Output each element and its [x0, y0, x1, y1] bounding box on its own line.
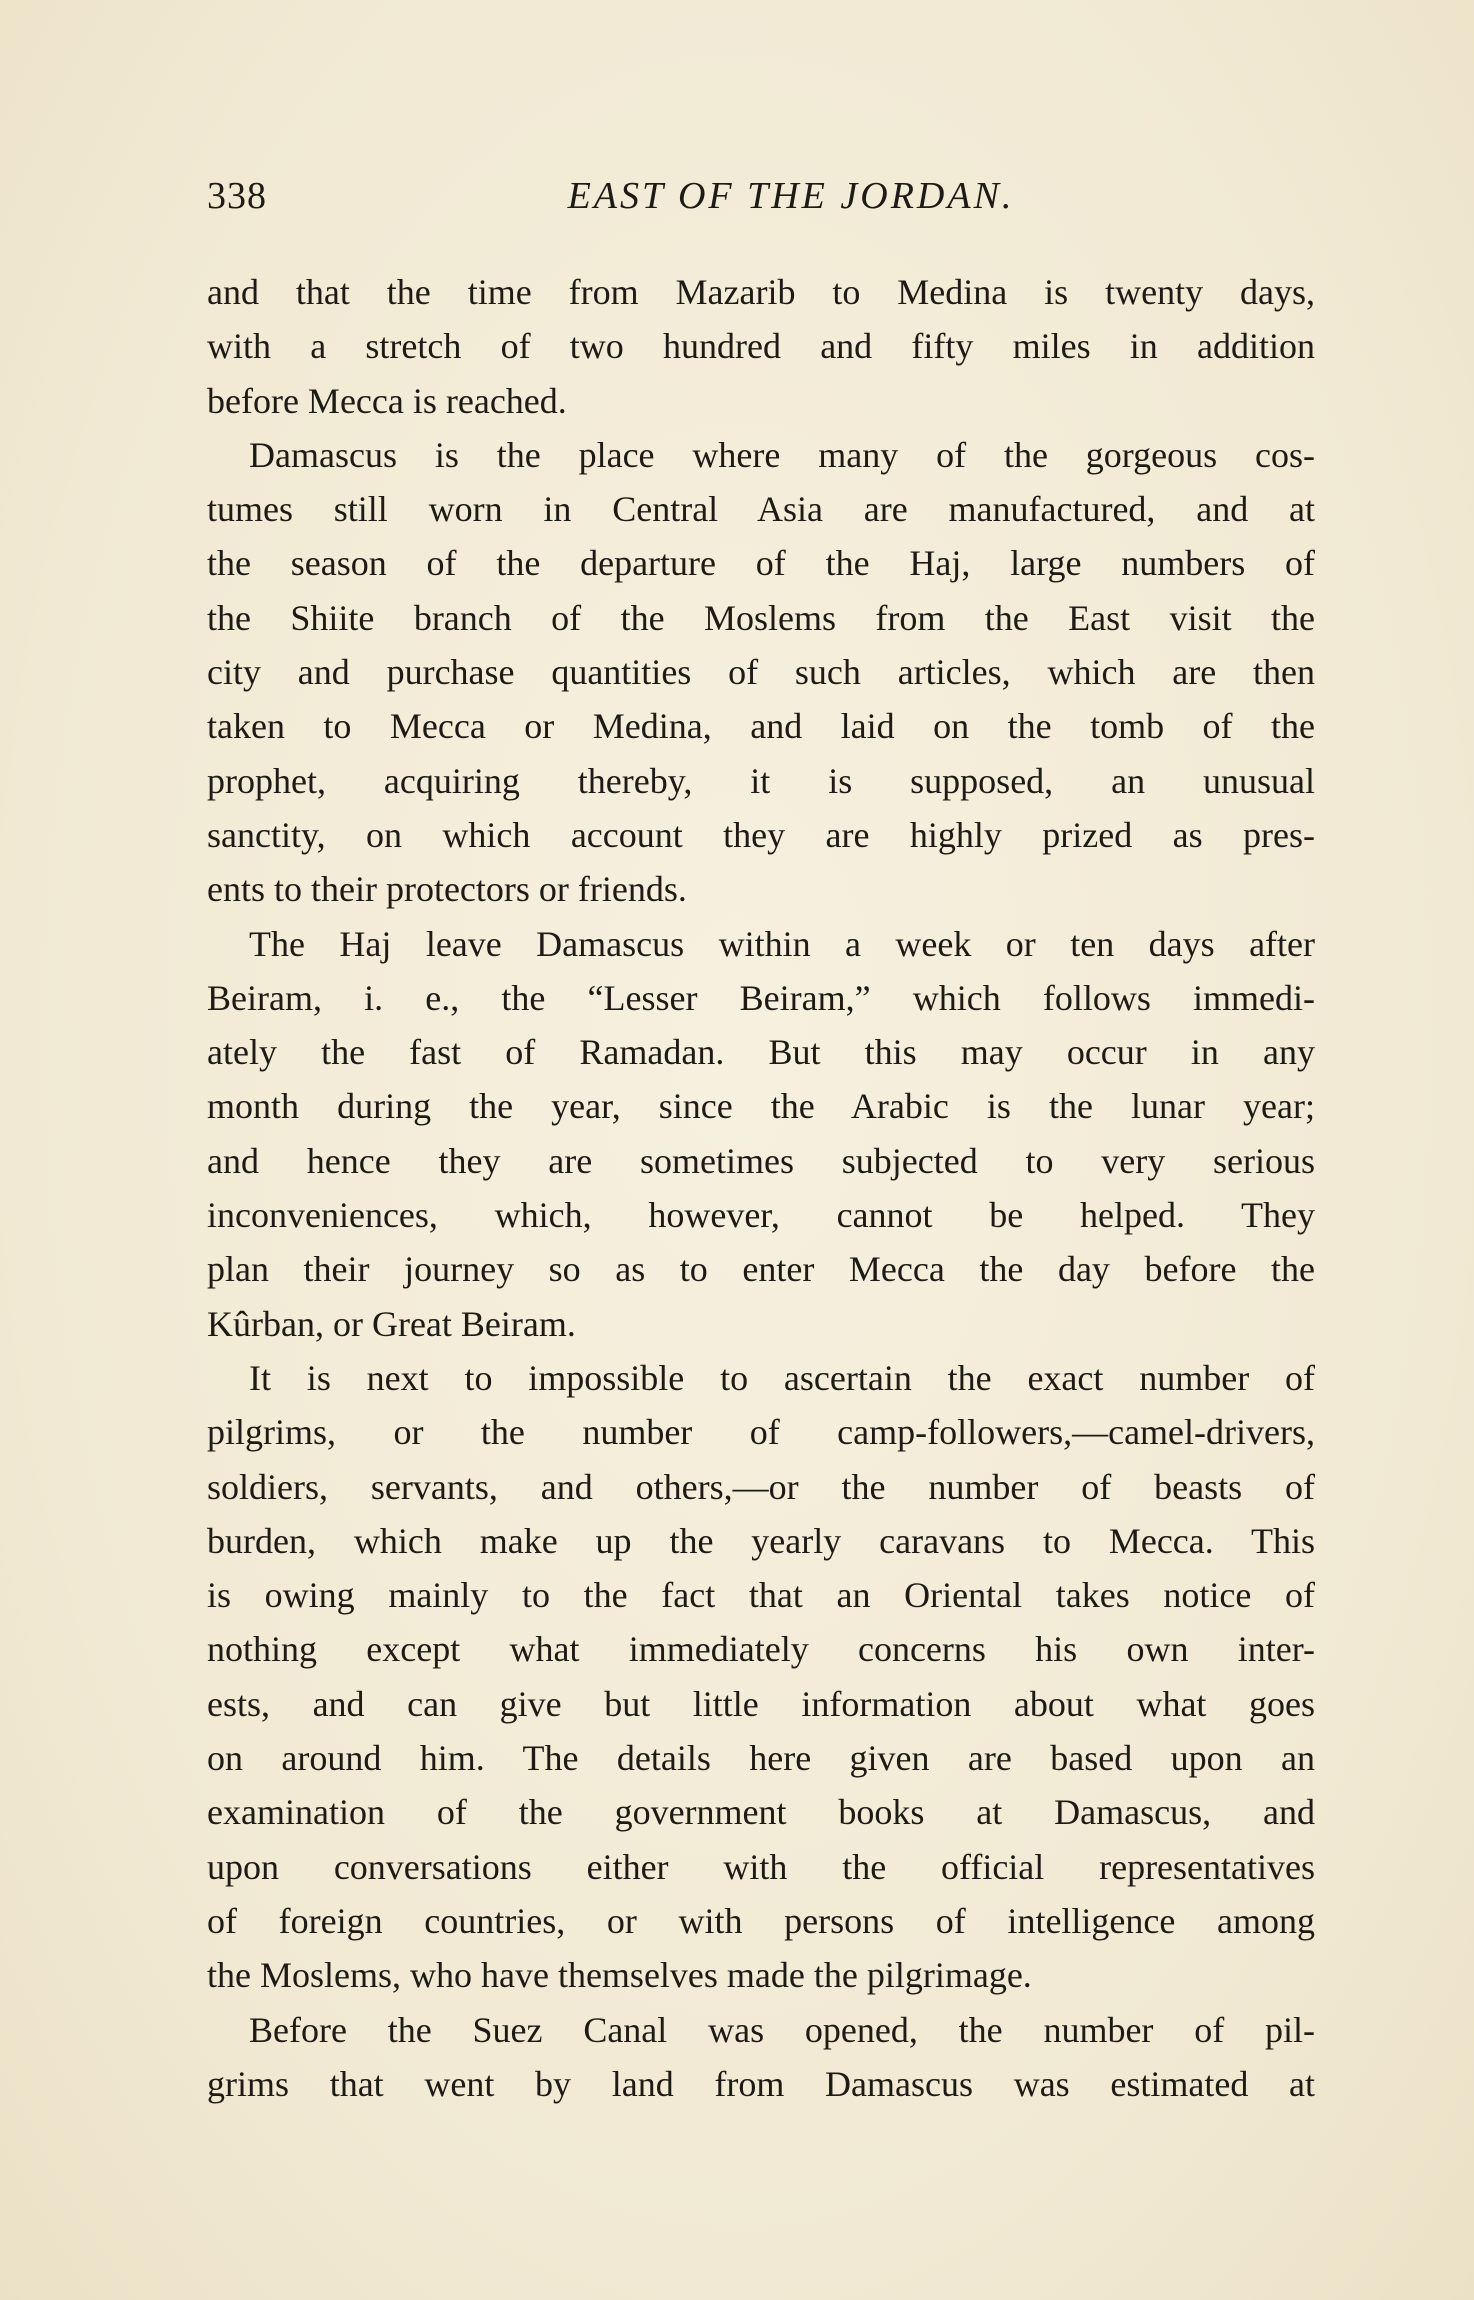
text-line: soldiers, servants, and others,—or the number of beasts of: [207, 1466, 1315, 1507]
text-line: month during the year, since the Arabic is the lunar year;: [207, 1086, 1315, 1127]
text-line: examination of the government books at Damascus, and: [207, 1792, 1315, 1833]
text-line: pilgrims, or the number of camp-followers,—camel-drivers,: [207, 1412, 1315, 1453]
text-line: Damascus is the place where many of the gorgeous cos-: [249, 434, 1315, 475]
text-line: ately the fast of Ramadan. But this may occur in any: [207, 1032, 1315, 1073]
text-line: Kûrban, or Great Beiram.: [207, 1303, 576, 1344]
text-line: the season of the departure of the Haj, large numbers of: [207, 543, 1315, 584]
text-line: before Mecca is reached.: [207, 380, 567, 421]
text-line: ents to their protectors or friends.: [207, 869, 687, 910]
text-line: It is next to impossible to ascertain the exact number of: [249, 1357, 1315, 1398]
text-line: and that the time from Mazarib to Medina is twenty days,: [207, 272, 1315, 312]
text-line: The Haj leave Damascus within a week or ten days after: [249, 923, 1315, 964]
text-line: prophet, acquiring thereby, it is supposed, an unusual: [207, 760, 1315, 801]
body-text: [207, 265, 1315, 2111]
text-line: is owing mainly to the fact that an Oriental takes notice of: [207, 1575, 1315, 1616]
text-line: grims that went by land from Damascus was estimated at: [207, 2063, 1315, 2104]
text-line: and hence they are sometimes subjected to very serious: [207, 1140, 1315, 1181]
text-line: Beiram, i. e., the “Lesser Beiram,” which follows immedi-: [207, 977, 1315, 1018]
text-line: sanctity, on which account they are highly prized as pres-: [207, 814, 1315, 855]
text-line: of foreign countries, or with persons of intelligence among: [207, 1900, 1315, 1941]
running-title: EAST OF THE JORDAN.: [567, 175, 1015, 217]
text-line: ests, and can give but little information about what goes: [207, 1683, 1315, 1724]
text-line: nothing except what immediately concerns his own inter-: [207, 1629, 1315, 1670]
text-line: the Moslems, who have themselves made the pilgrimage.: [207, 1955, 1032, 1996]
text-line: plan their journey so as to enter Mecca the day before the: [207, 1249, 1315, 1290]
text-line: city and purchase quantities of such articles, which are then: [207, 652, 1315, 693]
text-line: burden, which make up the yearly caravans to Mecca. This: [207, 1520, 1315, 1561]
text-line: the Shiite branch of the Moslems from the East visit the: [207, 597, 1315, 638]
text-line: upon conversations either with the official representatives: [207, 1846, 1315, 1887]
text-line: Before the Suez Canal was opened, the number of pil-: [249, 2009, 1315, 2050]
text-line: inconveniences, which, however, cannot be helped. They: [207, 1195, 1315, 1236]
page-number: 338: [207, 175, 267, 217]
text-line: tumes still worn in Central Asia are manufactured, and at: [207, 489, 1315, 530]
text-line: on around him. The details here given are based upon an: [207, 1738, 1315, 1779]
running-head: [207, 168, 1315, 224]
text-line: with a stretch of two hundred and fifty miles in addition: [207, 326, 1315, 367]
text-line: taken to Mecca or Medina, and laid on the tomb of the: [207, 706, 1315, 747]
